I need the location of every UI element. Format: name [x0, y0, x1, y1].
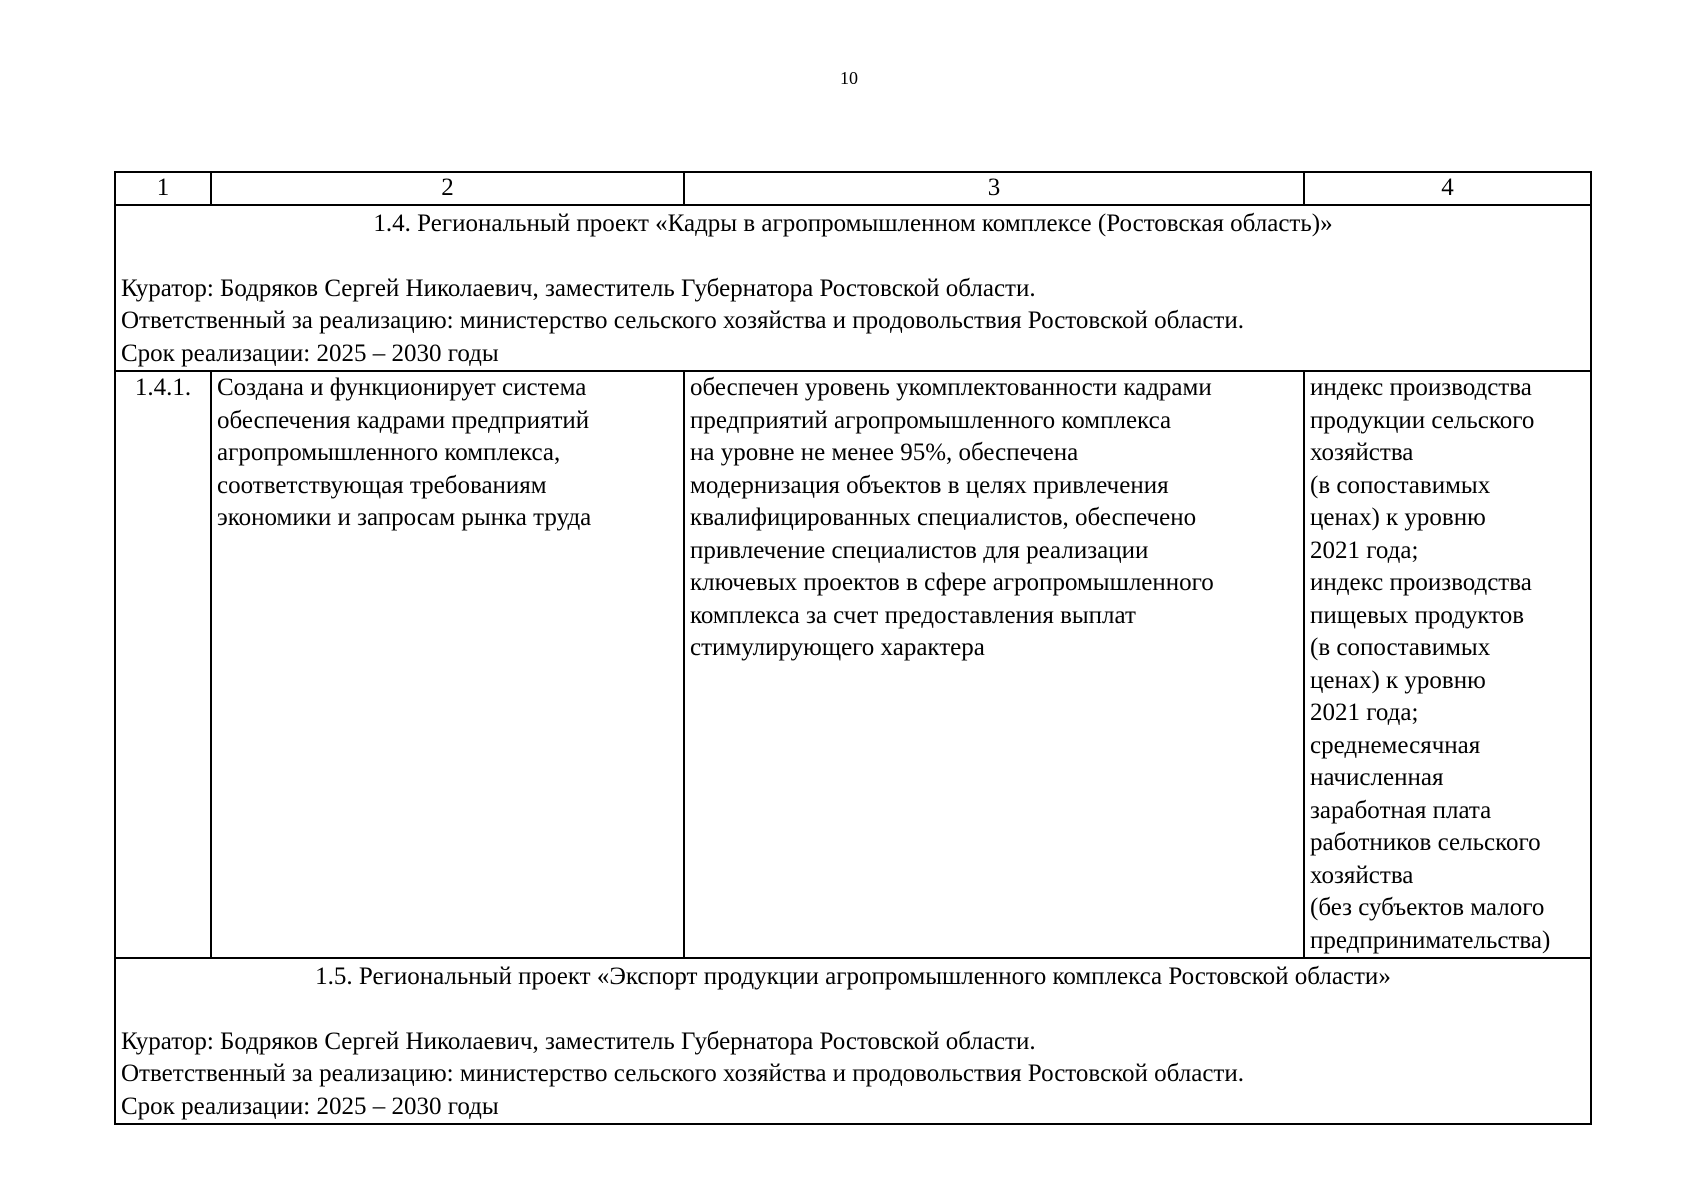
section-cell	[115, 205, 1591, 371]
section-term: Срок реализации: 2025 – 2030 годы	[121, 1092, 499, 1120]
table-row	[115, 371, 1591, 958]
section-term: Срок реализации: 2025 – 2030 годы	[121, 339, 499, 367]
row-number: 1.4.1.	[115, 371, 211, 958]
section-responsible: Ответственный за реализацию: министерство сельского хозяйства и продовольствия Ростовской области.	[121, 1060, 1244, 1087]
column-header-3: 3	[684, 172, 1304, 205]
column-header-2: 2	[211, 172, 684, 205]
section-row-1-5	[115, 958, 1591, 1124]
row-task: Создана и функционирует система обеспечения кадрами предприятий агропромышленного комплекса, соответствующая требованиям экономики и запросам рынка труда	[211, 371, 684, 958]
project-table	[114, 171, 1592, 1125]
section-cell	[115, 958, 1591, 1124]
page-number: 10	[840, 68, 858, 88]
section-title: 1.4. Региональный проект «Кадры в агропромышленном комплексе (Ростовская область)»	[373, 210, 1333, 237]
column-number-row	[115, 172, 1591, 205]
column-header-4: 4	[1304, 172, 1591, 205]
row-indicators: индекс производства продукции сельского хозяйства (в сопоставимых ценах) к уровню 2021 года; индекс производства пищевых продуктов (в сопоставимых ценах) к уровню 2021 года; среднемесячная начисленная заработная плата работников сельского хозяйства (без субъектов малого предпринимательства)	[1304, 371, 1591, 958]
row-effect: обеспечен уровень укомплектованности кадрами предприятий агропромышленного комплекса на уровне не менее 95%, обеспечена модернизация объектов в целях привлечения квалифицированных специалистов, обеспечено привлечение специалистов для реализации ключевых проектов в сфере агропромышленного комплекса за счет предоставления выплат стимулирующего характера	[684, 371, 1304, 958]
section-curator: Куратор: Бодряков Сергей Николаевич, заместитель Губернатора Ростовской области.	[121, 274, 1036, 302]
section-curator: Куратор: Бодряков Сергей Николаевич, заместитель Губернатора Ростовской области.	[121, 1027, 1036, 1055]
section-title: 1.5. Региональный проект «Экспорт продукции агропромышленного комплекса Ростовской области»	[315, 963, 1391, 990]
section-row-1-4	[115, 205, 1591, 371]
section-responsible: Ответственный за реализацию: министерство сельского хозяйства и продовольствия Ростовской области.	[121, 307, 1244, 334]
column-header-1: 1	[115, 172, 211, 205]
